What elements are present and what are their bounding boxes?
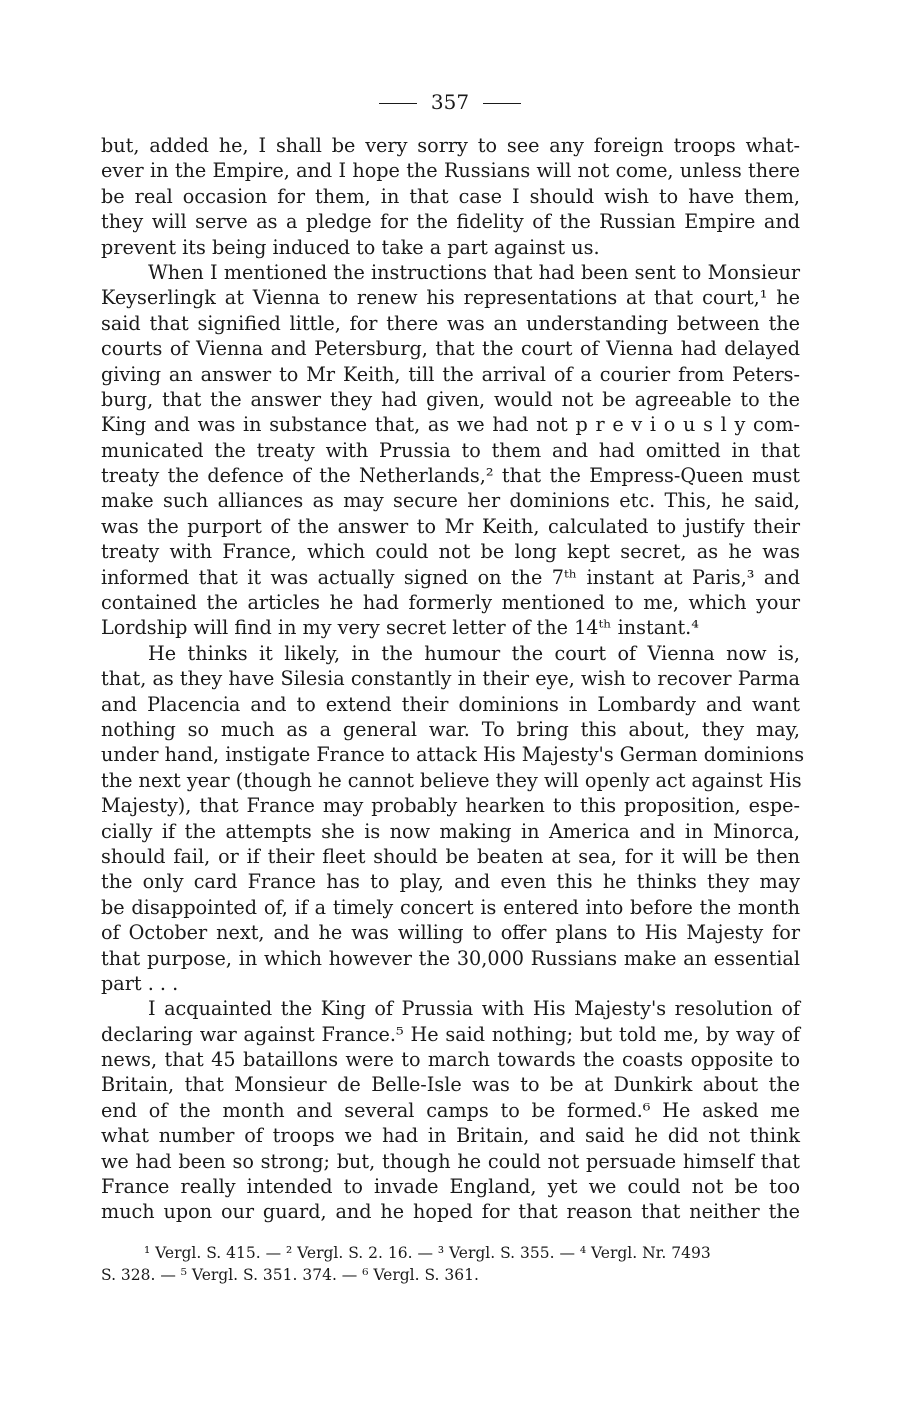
- text-line: contained the articles he had formerly mentioned to me, which your: [101, 591, 800, 615]
- text-line: was the purport of the answer to Mr Keith, calculated to justify their: [101, 514, 800, 538]
- text-line: prevent its being induced to take a part against us.: [101, 235, 600, 259]
- text-line: Keyserlingk at Vienna to renew his representations at that court,¹ he: [101, 286, 800, 310]
- text-line: we had been so strong; but, though he could not persuade himself that: [101, 1149, 800, 1173]
- text-line: what number of troops we had in Britain, and said he did not think: [101, 1124, 800, 1148]
- text-line: cially if the attempts she is now making in America and in Minorca,: [101, 819, 800, 843]
- text-line: ever in the Empire, and I hope the Russians will not come, unless there: [101, 159, 800, 183]
- header-rule-right: [483, 103, 521, 104]
- text-line: treaty the defence of the Netherlands,² that the Empress-Queen must: [101, 464, 800, 488]
- page-number: 357: [430, 90, 470, 114]
- footnotes: [101, 1242, 800, 1286]
- text-line: should fail, or if their fleet should be beaten at sea, for it will be then: [101, 844, 800, 868]
- text-line: Lordship will find in my very secret letter of the 14ᵗʰ instant.⁴: [101, 616, 699, 640]
- text-line: make such alliances as may secure her dominions etc. This, he said,: [101, 489, 800, 513]
- text-line: burg, that the answer they had given, would not be agreeable to the: [101, 387, 800, 411]
- text-line: of October next, and he was willing to offer plans to His Majesty for: [101, 921, 800, 945]
- text-line: that, as they have Silesia constantly in their eye, wish to recover Parma: [101, 667, 800, 691]
- text-line: that purpose, in which however the 30,000 Russians make an essential: [101, 946, 800, 970]
- text-line: France really intended to invade England, yet we could not be too: [101, 1175, 800, 1199]
- text-line: giving an answer to Mr Keith, till the arrival of a courier from Peters-: [101, 362, 800, 386]
- text-line: courts of Vienna and Petersburg, that the court of Vienna had delayed: [101, 337, 800, 361]
- text-line: part . . .: [101, 971, 179, 995]
- header-rule-left: [379, 103, 417, 104]
- text-line: nothing so much as a general war. To bring this about, they may,: [101, 717, 800, 741]
- text-line: declaring war against France.⁵ He said nothing; but told me, by way of: [101, 1022, 800, 1046]
- text-line: but, added he, I shall be very sorry to see any foreign troops what-: [101, 134, 800, 157]
- text-line: informed that it was actually signed on the 7ᵗʰ instant at Paris,³ and: [101, 565, 800, 589]
- text-line: King and was in substance that, as we had not p r e v i o u s l y com-: [101, 413, 800, 437]
- text-line: municated the treaty with Prussia to them and had omitted in that: [101, 438, 800, 462]
- text-line: be real occasion for them, in that case I should wish to have them,: [101, 184, 800, 208]
- text-line: I acquainted the King of Prussia with His Majesty's resolution of: [148, 997, 800, 1021]
- text-line: When I mentioned the instructions that had been sent to Monsieur: [148, 260, 800, 284]
- text-line: news, that 45 bataillons were to march towards the coasts opposite to: [101, 1048, 800, 1072]
- text-line: end of the month and several camps to be formed.⁶ He asked me: [101, 1098, 800, 1122]
- footnote-line: S. 328. — ⁵ Vergl. S. 351. 374. — ⁶ Vergl. S. 361.: [101, 1266, 479, 1284]
- text-line: the only card France has to play, and even this he thinks they may: [101, 870, 800, 894]
- text-line: Majesty), that France may probably hearken to this proposition, espe-: [101, 794, 800, 818]
- text-line: and Placencia and to extend their dominions in Lombardy and want: [101, 692, 800, 716]
- footnote-line: ¹ Vergl. S. 415. — ² Vergl. S. 2. 16. — ³ Vergl. S. 355. — ⁴ Vergl. Nr. 7493: [144, 1244, 711, 1262]
- text-line: be disappointed of, if a timely concert is entered into before the month: [101, 895, 800, 919]
- text-line: He thinks it likely, in the humour the court of Vienna now is,: [148, 641, 800, 665]
- page-number-header: [0, 90, 900, 114]
- text-line: they will serve as a pledge for the fidelity of the Russian Empire and: [101, 210, 800, 234]
- text-line: much upon our guard, and he hoped for that reason that neither the: [101, 1200, 800, 1224]
- text-line: treaty with France, which could not be long kept secret, as he was: [101, 540, 800, 564]
- text-line: under hand, instigate France to attack His Majesty's German dominions: [101, 743, 805, 767]
- text-line: said that signified little, for there was an understanding between the: [101, 311, 800, 335]
- text-line: the next year (though he cannot believe they will openly act against His: [101, 768, 802, 792]
- body-text: [101, 133, 805, 1225]
- text-line: Britain, that Monsieur de Belle-Isle was to be at Dunkirk about the: [101, 1073, 800, 1097]
